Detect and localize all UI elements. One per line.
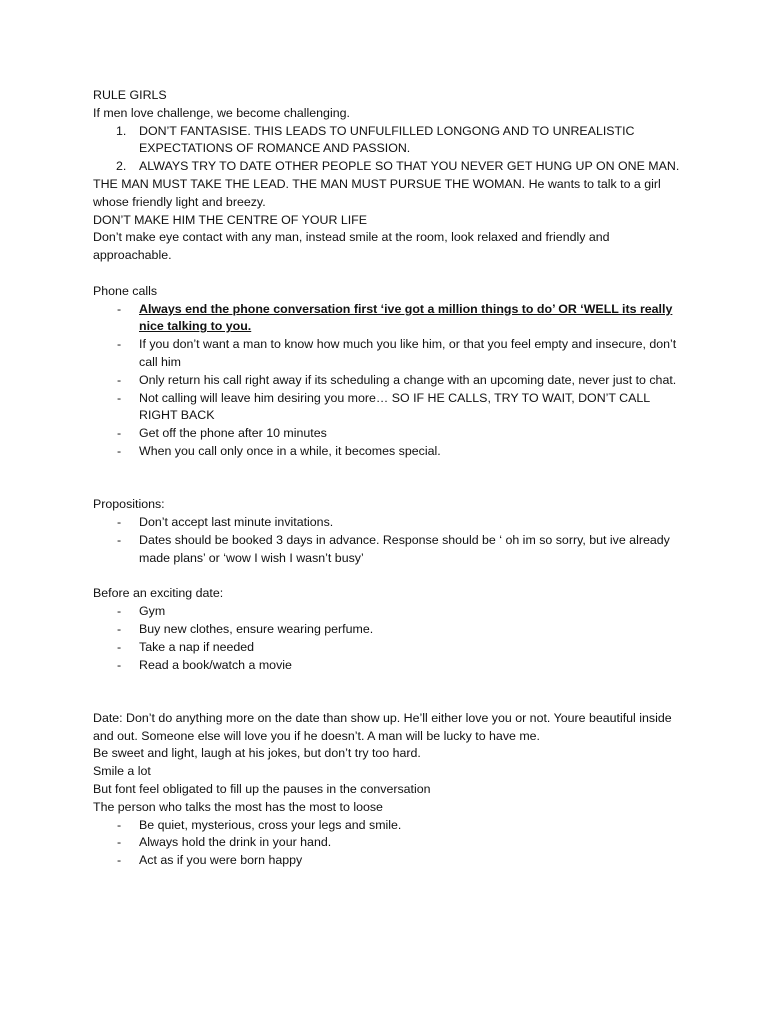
spacer	[93, 461, 683, 497]
item-text: If you don’t want a man to know how much you like him, or that you feel empty and insecure, don’t call him	[139, 337, 677, 369]
item-number: 1.	[116, 123, 127, 138]
list-item	[93, 657, 683, 675]
section-heading-propositions: Propositions:	[93, 497, 165, 512]
numbered-item	[93, 123, 683, 159]
spacer	[93, 568, 683, 586]
list-item	[93, 817, 683, 835]
phone-calls-list	[93, 301, 683, 461]
dash-bullet: -	[117, 621, 122, 636]
list-item	[93, 603, 683, 621]
dash-bullet: -	[117, 443, 122, 458]
section-heading-phone: Phone calls	[93, 283, 158, 298]
list-item	[93, 425, 683, 443]
list-item	[93, 852, 683, 870]
numbered-item	[93, 158, 683, 176]
dash-bullet: -	[117, 639, 122, 654]
item-text: Only return his call right away if its scheduling a change with an upcoming date, never just to chat.	[139, 372, 677, 387]
dash-bullet: -	[117, 835, 122, 850]
item-text: ALWAYS TRY TO DATE OTHER PEOPLE SO THAT YOU NEVER GET HUNG UP ON ONE MAN.	[139, 159, 680, 174]
section-heading-before-date: Before an exciting date:	[93, 586, 224, 601]
item-text: Gym	[139, 604, 166, 619]
spacer	[93, 674, 683, 710]
item-text: Not calling will leave him desiring you more… SO IF HE CALLS, TRY TO WAIT, DON’T CALL RIGHT BACK	[139, 390, 650, 423]
item-text: Dates should be booked 3 days in advance. Response should be ‘ oh im so sorry, but ive already made plans’ or ‘wow I wish I wasn’t busy’	[139, 532, 670, 565]
item-text: Always end the phone conversation first ‘ive got a million things to do’ OR ‘WELL its really nice talking to you.	[139, 301, 673, 334]
paragraph-centre: DON’T MAKE HIM THE CENTRE OF YOUR LIFE	[93, 212, 368, 227]
item-number: 2.	[116, 159, 127, 174]
list-item	[93, 639, 683, 657]
list-item	[93, 834, 683, 852]
dash-bullet: -	[117, 301, 122, 316]
list-item	[93, 532, 683, 568]
item-text: Always hold the drink in your hand.	[139, 835, 332, 850]
propositions-list	[93, 514, 683, 567]
item-text: Take a nap if needed	[139, 639, 255, 654]
before-date-list	[93, 603, 683, 674]
numbered-rules-list	[93, 123, 683, 176]
item-text: Buy new clothes, ensure wearing perfume.	[139, 621, 374, 636]
dash-bullet: -	[117, 390, 122, 405]
document-title: RULE GIRLS	[93, 88, 167, 102]
item-text: DON’T FANTASISE. THIS LEADS TO UNFULFILLED LONGONG AND TO UNREALISTIC EXPECTATIONS OF ROMANCE AND PASSION.	[139, 123, 635, 156]
date-behaviour-list	[93, 817, 683, 870]
item-text: Read a book/watch a movie	[139, 657, 292, 672]
dash-bullet: -	[117, 337, 122, 352]
list-item	[93, 301, 683, 337]
list-item	[93, 514, 683, 532]
list-item	[93, 372, 683, 390]
list-item	[93, 621, 683, 639]
list-item	[93, 336, 683, 372]
paragraph-date: Date: Don’t do anything more on the date than show up. He’ll either love you or not. Youre beautiful inside and out. Someone else will love you if he doesn’t. A man will be lucky to have me.	[93, 710, 672, 743]
item-text: Be quiet, mysterious, cross your legs and smile.	[139, 817, 402, 832]
item-text: Don’t accept last minute invitations.	[139, 515, 334, 530]
intro-line: If men love challenge, we become challenging.	[93, 105, 350, 120]
item-text: Act as if you were born happy	[139, 853, 303, 868]
dash-bullet: -	[117, 532, 122, 547]
list-item	[93, 390, 683, 426]
item-text: Get off the phone after 10 minutes	[139, 426, 327, 441]
dash-bullet: -	[117, 515, 122, 530]
dash-bullet: -	[117, 657, 122, 672]
dash-bullet: -	[117, 372, 122, 387]
list-item	[93, 443, 683, 461]
spacer	[93, 265, 683, 283]
paragraph-talks: The person who talks the most has the most to loose	[93, 799, 383, 814]
paragraph-take-lead: THE MAN MUST TAKE THE LEAD. THE MAN MUST PURSUE THE WOMAN. He wants to talk to a girl whose friendly light and breezy.	[93, 176, 661, 209]
paragraph-smile: Smile a lot	[93, 764, 151, 779]
paragraph-eye-contact: Don’t make eye contact with any man, instead smile at the room, look relaxed and friendly and approachable.	[93, 230, 610, 263]
dash-bullet: -	[117, 604, 122, 619]
paragraph-sweet: Be sweet and light, laugh at his jokes, but don’t try too hard.	[93, 746, 421, 761]
dash-bullet: -	[117, 426, 122, 441]
paragraph-pauses: But font feel obligated to fill up the pauses in the conversation	[93, 782, 431, 797]
item-text: When you call only once in a while, it becomes special.	[139, 443, 441, 458]
dash-bullet: -	[117, 817, 122, 832]
document-page	[93, 87, 683, 870]
dash-bullet: -	[117, 853, 122, 868]
